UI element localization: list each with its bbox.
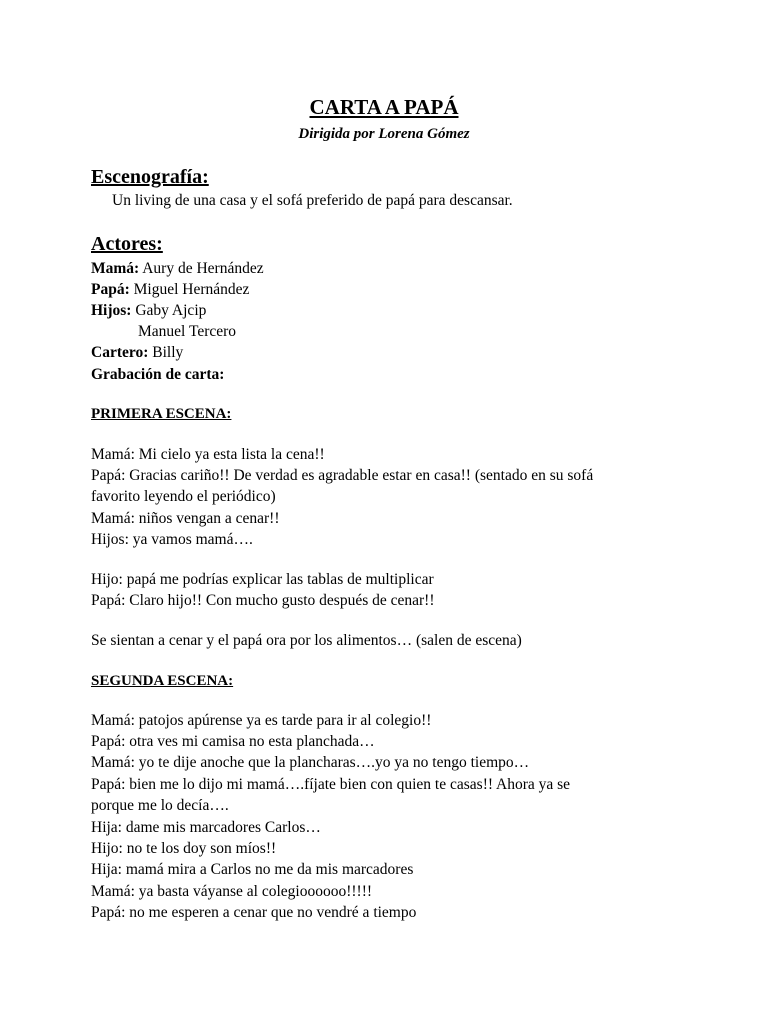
actores-heading: Actores: xyxy=(91,233,163,255)
dialogue-line: Mamá: Mi cielo ya esta lista la cena!! xyxy=(91,446,325,463)
dialogue-line: Hijo: papá me podrías explicar las tablas de multiplicar xyxy=(91,571,434,588)
document-title: CARTA A PAPÁ xyxy=(309,95,459,119)
dialogue-line: Papá: bien me lo dijo mi mamá….fíjate bien con quien te casas!! Ahora ya se xyxy=(91,776,571,793)
dialogue-line: Papá: Gracias cariño!! De verdad es agradable estar en casa!! (sentado en su sofá xyxy=(91,467,594,484)
actor-line xyxy=(91,343,183,363)
dialogue-line: Papá: Claro hijo!! Con mucho gusto después de cenar!! xyxy=(91,592,435,609)
dialogue-line: Mamá: yo te dije anoche que la plancharas….yo ya no tengo tiempo… xyxy=(91,754,530,771)
dialogue-line: Mamá: niños vengan a cenar!! xyxy=(91,510,280,527)
dialogue-line: Hija: mamá mira a Carlos no me da mis marcadores xyxy=(91,861,414,878)
actor-line xyxy=(91,259,264,279)
actor-line xyxy=(91,280,249,300)
actor-name: Manuel Tercero xyxy=(138,323,237,340)
dialogue-line: Mamá: patojos apúrense ya es tarde para ir al colegio!! xyxy=(91,712,432,729)
actor-name: Miguel Hernández xyxy=(129,281,250,298)
actor-name: Aury de Hernández xyxy=(139,260,264,277)
dialogue-line: Hijo: no te los doy son míos!! xyxy=(91,840,277,857)
actor-role: Papá: xyxy=(91,281,130,298)
document-subtitle: Dirigida por Lorena Gómez xyxy=(298,126,470,142)
primera-escena-heading: PRIMERA ESCENA: xyxy=(91,406,232,422)
dialogue-line: favorito leyendo el periódico) xyxy=(91,488,276,505)
actor-line xyxy=(91,365,224,385)
actor-line xyxy=(138,322,236,342)
dialogue-line: porque me lo decía…. xyxy=(91,797,229,814)
actor-role: Hijos: xyxy=(91,302,132,319)
actor-role: Mamá: xyxy=(91,260,140,277)
actor-name: Billy xyxy=(148,344,184,361)
segunda-escena-heading: SEGUNDA ESCENA: xyxy=(91,673,234,689)
actor-role: Cartero: xyxy=(91,344,149,361)
actor-name: Gaby Ajcip xyxy=(131,302,207,319)
dialogue-line: Papá: no me esperen a cenar que no vendré a tiempo xyxy=(91,904,417,921)
dialogue-line: Hijos: ya vamos mamá…. xyxy=(91,531,253,548)
escenografia-text: Un living de una casa y el sofá preferido de papá para descansar. xyxy=(112,192,513,209)
actor-role: Grabación de carta: xyxy=(91,366,225,383)
actor-line xyxy=(91,301,206,321)
escenografia-heading: Escenografía: xyxy=(91,166,209,188)
dialogue-line: Mamá: ya basta váyanse al colegioooooo!!!!! xyxy=(91,883,373,900)
dialogue-line: Hija: dame mis marcadores Carlos… xyxy=(91,819,321,836)
stage-direction: Se sientan a cenar y el papá ora por los alimentos… (salen de escena) xyxy=(91,632,522,649)
dialogue-line: Papá: otra ves mi camisa no esta planchada… xyxy=(91,733,375,750)
